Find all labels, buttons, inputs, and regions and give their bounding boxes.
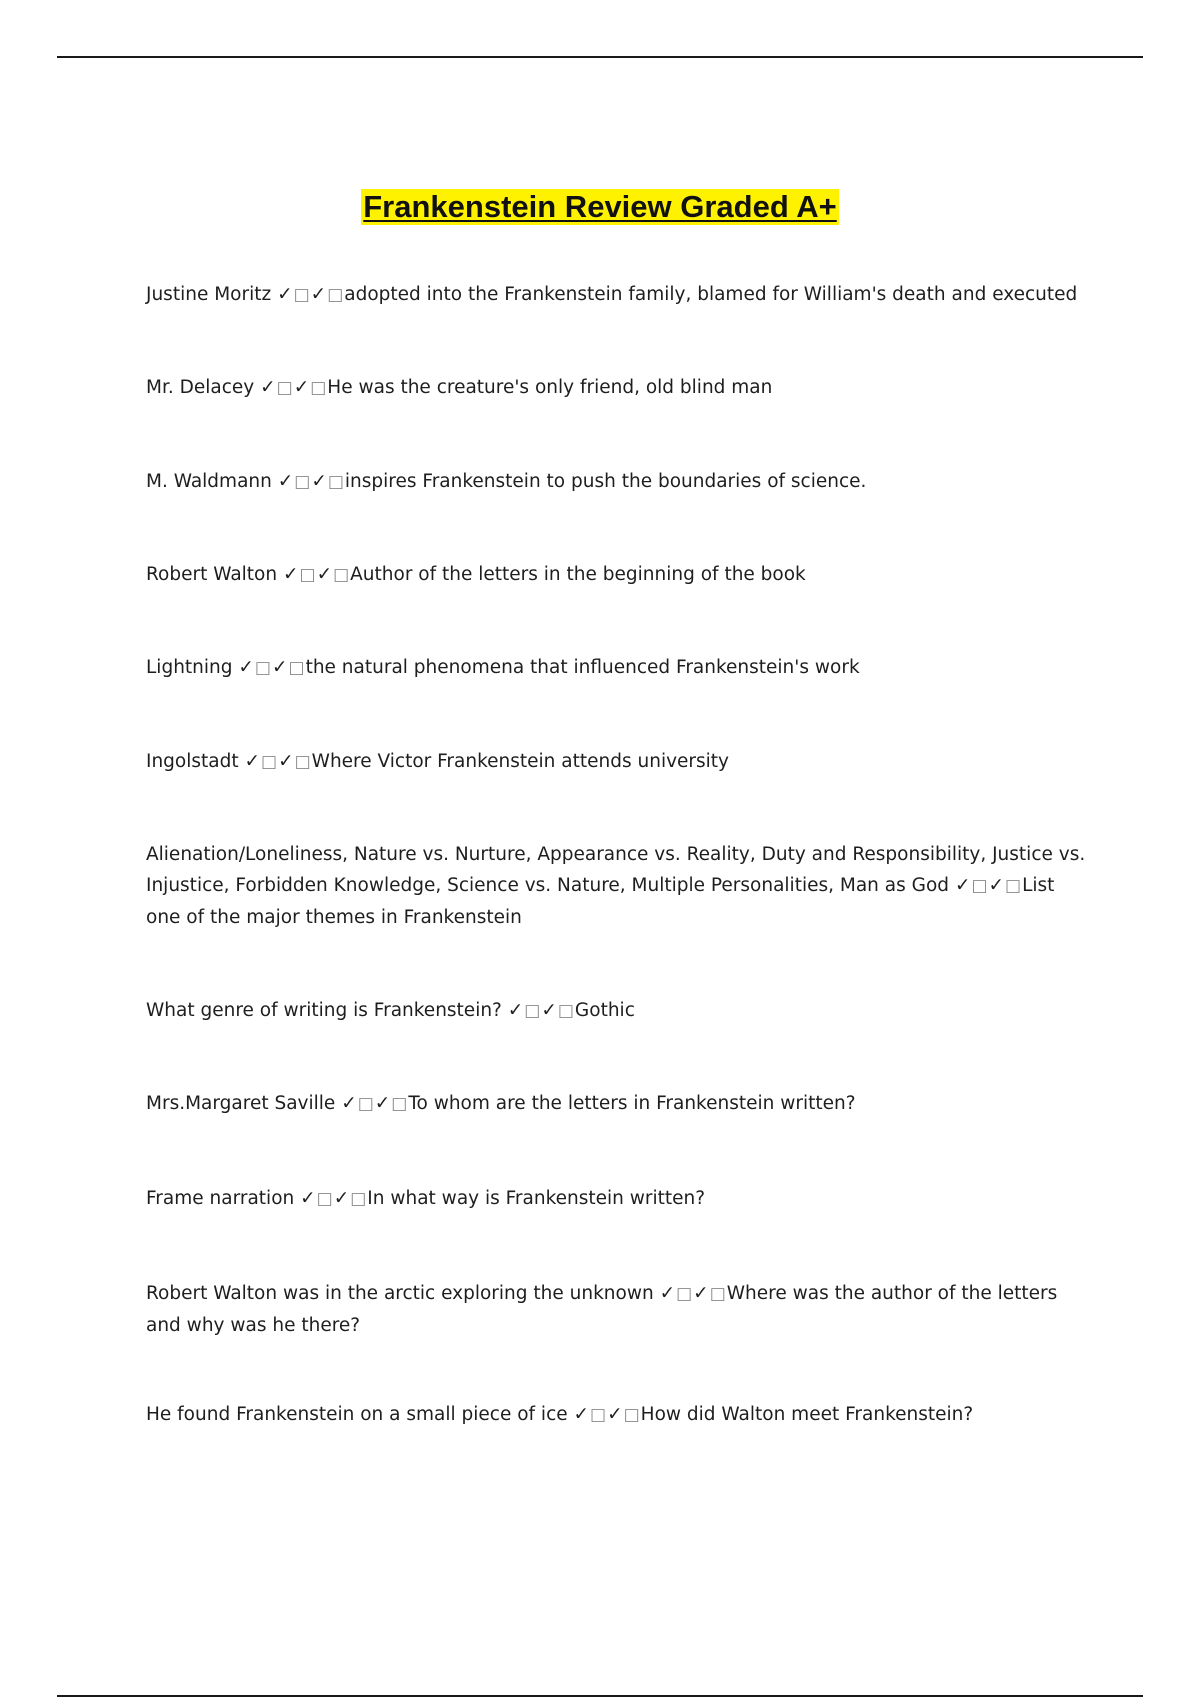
entry-definition: adopted into the Frankenstein family, blamed for William's death and executed bbox=[344, 284, 1078, 305]
check-icon: ✓ bbox=[282, 564, 300, 585]
box-icon: □ bbox=[971, 876, 989, 896]
qa-entry bbox=[146, 1399, 1086, 1431]
qa-entry bbox=[146, 279, 1086, 311]
entry-term: Frame narration bbox=[146, 1188, 295, 1209]
entry-term: M. Waldmann bbox=[146, 471, 272, 492]
check-icon: ✓ bbox=[244, 751, 262, 772]
check-box-separator bbox=[283, 564, 350, 585]
box-icon: □ bbox=[676, 1284, 694, 1304]
entry-definition: He was the creature's only friend, old blind man bbox=[327, 377, 773, 398]
top-rule bbox=[57, 56, 1143, 58]
check-icon: ✓ bbox=[300, 1188, 317, 1209]
check-icon: ✓ bbox=[341, 1093, 358, 1114]
title-container bbox=[0, 189, 1200, 225]
check-icon: ✓ bbox=[374, 1093, 392, 1114]
check-icon: ✓ bbox=[659, 1283, 677, 1304]
check-icon: ✓ bbox=[607, 1404, 624, 1425]
check-box-separator bbox=[300, 1188, 367, 1209]
qa-entry bbox=[146, 1183, 1086, 1215]
entry-definition: To whom are the letters in Frankenstein written? bbox=[408, 1093, 856, 1114]
entry-definition: How did Walton meet Frankenstein? bbox=[640, 1404, 974, 1425]
check-box-separator bbox=[508, 1000, 575, 1021]
box-icon: □ bbox=[276, 378, 294, 398]
check-icon: ✓ bbox=[278, 751, 295, 772]
check-box-separator bbox=[260, 377, 327, 398]
entry-term: Lightning bbox=[146, 657, 233, 678]
check-box-separator bbox=[955, 875, 1022, 896]
check-icon: ✓ bbox=[507, 1000, 525, 1021]
qa-entry bbox=[146, 746, 1086, 778]
box-icon: □ bbox=[288, 658, 306, 678]
entry-term: What genre of writing is Frankenstein? bbox=[146, 1000, 502, 1021]
box-icon: □ bbox=[310, 378, 328, 398]
check-icon: ✓ bbox=[277, 284, 294, 305]
entry-term: Justine Moritz bbox=[146, 284, 272, 305]
check-box-separator bbox=[341, 1093, 408, 1114]
check-icon: ✓ bbox=[693, 1283, 710, 1304]
check-icon: ✓ bbox=[954, 875, 972, 896]
qa-entry bbox=[146, 839, 1086, 933]
qa-entry bbox=[146, 1278, 1086, 1341]
box-icon: □ bbox=[623, 1405, 641, 1425]
box-icon: □ bbox=[299, 565, 317, 585]
entry-definition: Gothic bbox=[574, 1000, 635, 1021]
check-icon: ✓ bbox=[573, 1404, 591, 1425]
entry-definition: Where was the author of the letters and why was he there? bbox=[146, 1283, 1058, 1336]
check-icon: ✓ bbox=[988, 875, 1006, 896]
entry-term: Robert Walton was in the arctic exploring the unknown bbox=[146, 1283, 654, 1304]
check-box-separator bbox=[238, 657, 305, 678]
box-icon: □ bbox=[524, 1001, 542, 1021]
box-icon: □ bbox=[327, 285, 345, 305]
qa-entry bbox=[146, 559, 1086, 591]
bottom-rule bbox=[57, 1695, 1143, 1697]
check-icon: ✓ bbox=[277, 471, 295, 492]
entry-term: He found Frankenstein on a small piece of ice bbox=[146, 1404, 568, 1425]
entry-definition: In what way is Frankenstein written? bbox=[367, 1188, 706, 1209]
box-icon: □ bbox=[1005, 876, 1023, 896]
box-icon: □ bbox=[357, 1094, 375, 1114]
entry-definition: Where Victor Frankenstein attends university bbox=[311, 751, 729, 772]
check-box-separator bbox=[245, 751, 312, 772]
entry-term: Ingolstadt bbox=[146, 751, 239, 772]
check-box-separator bbox=[278, 471, 345, 492]
entry-term: Alienation/Loneliness, Nature vs. Nurture, Appearance vs. Reality, Duty and Responsibility, Justice vs. Injustice, Forbidden Knowledge, Science vs. Nature, Multiple Personalities, Man as God bbox=[146, 844, 1086, 896]
qa-entry bbox=[146, 1088, 1086, 1120]
entry-term: Robert Walton bbox=[146, 564, 278, 585]
entry-definition: the natural phenomena that influenced Frankenstein's work bbox=[305, 657, 860, 678]
document-title: Frankenstein Review Graded A+ bbox=[363, 189, 837, 224]
box-icon: □ bbox=[293, 285, 311, 305]
box-icon: □ bbox=[261, 752, 279, 772]
qa-entry bbox=[146, 652, 1086, 684]
box-icon: □ bbox=[333, 565, 351, 585]
check-icon: ✓ bbox=[333, 1188, 351, 1209]
check-icon: ✓ bbox=[271, 657, 289, 678]
qa-entry bbox=[146, 372, 1086, 404]
box-icon: □ bbox=[350, 1189, 368, 1209]
box-icon: □ bbox=[391, 1094, 409, 1114]
check-box-separator bbox=[277, 284, 344, 305]
check-icon: ✓ bbox=[541, 1000, 558, 1021]
check-icon: ✓ bbox=[260, 377, 277, 398]
qa-entry bbox=[146, 466, 1086, 498]
check-icon: ✓ bbox=[316, 564, 334, 585]
check-icon: ✓ bbox=[311, 471, 328, 492]
qa-entry bbox=[146, 995, 1086, 1027]
box-icon: □ bbox=[557, 1001, 575, 1021]
box-icon: □ bbox=[316, 1189, 334, 1209]
box-icon: □ bbox=[294, 752, 312, 772]
entry-definition: List one of the major themes in Frankenstein bbox=[146, 875, 1055, 928]
entry-definition: Author of the letters in the beginning of the book bbox=[350, 564, 806, 585]
check-box-separator bbox=[660, 1283, 727, 1304]
box-icon: □ bbox=[709, 1284, 727, 1304]
entry-definition: inspires Frankenstein to push the boundaries of science. bbox=[344, 471, 867, 492]
check-icon: ✓ bbox=[310, 284, 328, 305]
box-icon: □ bbox=[327, 472, 345, 492]
box-icon: □ bbox=[590, 1405, 608, 1425]
entry-term: Mrs.Margaret Saville bbox=[146, 1093, 336, 1114]
entry-term: Mr. Delacey bbox=[146, 377, 255, 398]
check-box-separator bbox=[574, 1404, 641, 1425]
box-icon: □ bbox=[254, 658, 272, 678]
check-icon: ✓ bbox=[293, 377, 311, 398]
check-icon: ✓ bbox=[238, 657, 255, 678]
box-icon: □ bbox=[294, 472, 312, 492]
